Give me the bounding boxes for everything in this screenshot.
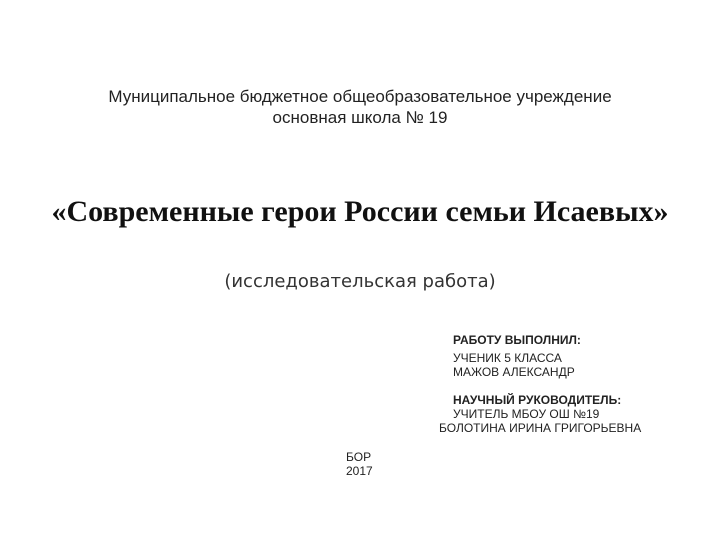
author-name: МАЖОВ АЛЕКСАНДР (453, 365, 575, 379)
institution-header (0, 86, 720, 128)
institution-name-line: Муниципальное бюджетное общеобразовательное учреждение (108, 87, 612, 106)
work-title: «Современные герои России семьи Исаевых» (51, 195, 669, 228)
supervisor-position: УЧИТЕЛЬ МБОУ ОШ №19 (453, 407, 600, 421)
work-type-subtitle: (исследовательская работа) (224, 271, 496, 292)
school-name-line: основная школа № 19 (272, 108, 448, 127)
author-class: УЧЕНИК 5 КЛАССА (453, 351, 562, 365)
footer-place: БОР (346, 450, 372, 464)
supervisor-name: БОЛОТИНА ИРИНА ГРИГОРЬЕВНА (439, 421, 642, 435)
footer-year: 2017 (346, 464, 373, 478)
author-heading: РАБОТУ ВЫПОЛНИЛ: (453, 333, 581, 347)
supervisor-heading: НАУЧНЫЙ РУКОВОДИТЕЛЬ: (453, 393, 622, 407)
